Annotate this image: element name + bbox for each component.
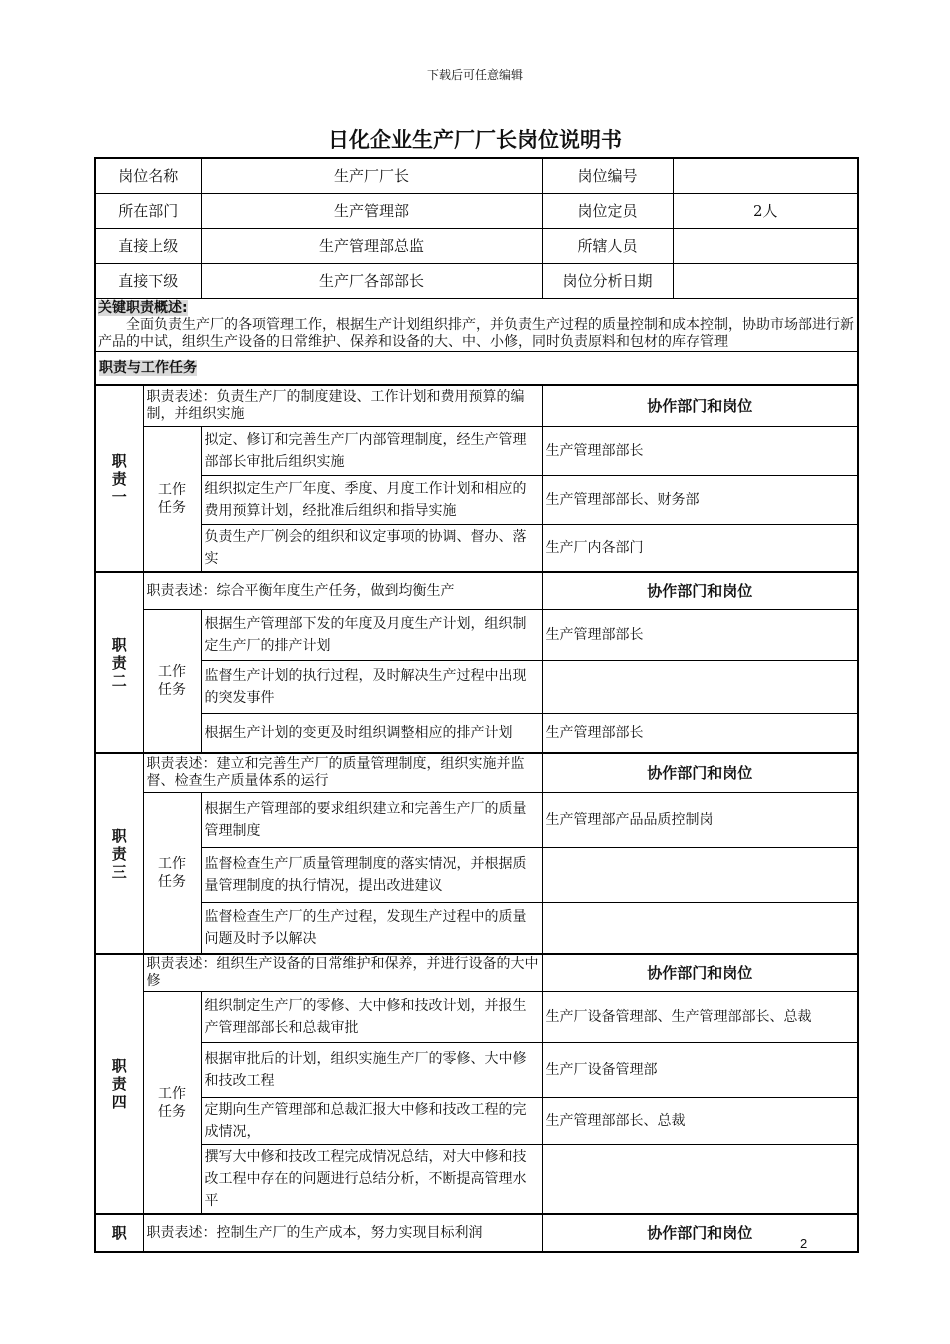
task-label [143,992,201,1215]
task-row [95,714,858,754]
task-coop: 生产管理部部长 [542,427,858,476]
task-label-text: 工作任务 [158,1085,186,1120]
duty-description: 职责表述：负责生产厂的制度建设、工作计划和费用预算的编制，并组织实施 [143,385,542,427]
task-row [95,1145,858,1215]
duty-desc-row [95,385,858,427]
coop-header: 协作部门和岗位 [542,753,858,793]
task-coop: 生产管理部部长、总裁 [542,1098,858,1145]
task-coop [542,1145,858,1215]
task-label-text: 工作任务 [158,482,186,516]
task-row [95,1098,858,1145]
task-label [143,427,201,573]
task-coop [542,903,858,955]
task-coop: 生产厂设备管理部 [542,1043,858,1098]
task-coop: 生产管理部产品品质控制岗 [542,793,858,848]
duty-label-text: 职责二 [111,635,127,690]
coop-header: 协作部门和岗位 [542,1214,858,1252]
overview-row [95,299,858,352]
info-value: 生产管理部总监 [201,229,542,264]
duty-label [95,385,143,572]
task-text: 组织拟定生产厂年度、季度、月度工作计划和相应的费用预算计划，经批准后组织和指导实施 [201,476,542,525]
duty-desc-row [95,753,858,793]
duty-label-text: 职责四 [111,1057,127,1111]
task-coop: 生产管理部部长 [542,714,858,754]
duty-description: 职责表述：综合平衡年度生产任务，做到均衡生产 [143,572,542,610]
task-text: 负责生产厂例会的组织和议定事项的协调、督办、落实 [201,525,542,573]
task-label-text: 工作任务 [158,664,186,698]
task-label-text: 工作任务 [158,856,186,890]
task-text: 监督生产计划的执行过程，及时解决生产过程中出现的突发事件 [201,661,542,714]
info-row [95,229,858,264]
task-row [95,525,858,573]
task-row [95,661,858,714]
task-text: 监督检查生产厂的生产过程，发现生产过程中的质量问题及时予以解决 [201,903,542,955]
task-label [143,610,201,754]
info-label: 所辖人员 [542,229,673,264]
info-value: 生产管理部 [201,194,542,229]
duty-description: 职责表述：组织生产设备的日常维护和保养，并进行设备的大中修 [143,954,542,992]
task-label [143,793,201,955]
info-label: 岗位分析日期 [542,264,673,299]
duty-label [95,954,143,1214]
duty-label [95,753,143,954]
duty-label-text: 职责一 [111,451,127,506]
task-row [95,903,858,955]
duty-description: 职责表述：建立和完善生产厂的质量管理制度，组织实施并监督、检查生产质量体系的运行 [143,753,542,793]
task-text: 根据生产管理部下发的年度及月度生产计划，组织制定生产厂的排产计划 [201,610,542,661]
info-row [95,158,858,194]
info-value: 生产厂各部部长 [201,264,542,299]
duty-desc-row [95,954,858,992]
duties-heading-row [95,352,858,386]
task-text: 监督检查生产厂质量管理制度的落实情况，并根据质量管理制度的执行情况，提出改进建议 [201,848,542,903]
task-row [95,992,858,1043]
info-label: 岗位定员 [542,194,673,229]
info-value [673,264,858,299]
info-label: 所在部门 [95,194,201,229]
coop-header: 协作部门和岗位 [542,954,858,992]
duty-label [95,1214,143,1252]
task-coop [542,661,858,714]
task-coop [542,848,858,903]
coop-header: 协作部门和岗位 [542,572,858,610]
task-text: 根据审批后的计划，组织实施生产厂的零修、大中修和技改工程 [201,1043,542,1098]
overview-text: 全面负责生产厂的各项管理工作，根据生产计划组织排产，并负责生产过程的质量控制和成本控制，协助市场部进行新产品的中试，组织生产设备的日常维护、保养和设备的大、中、小修，同时负责原料和包材的库存管理 [98,317,854,350]
page-number: 2 [800,1236,808,1251]
task-row [95,848,858,903]
info-value [673,229,858,264]
task-row [95,1043,858,1098]
task-row [95,476,858,525]
task-text: 定期向生产管理部和总裁汇报大中修和技改工程的完成情况， [201,1098,542,1145]
coop-header: 协作部门和岗位 [542,385,858,427]
duty-label-text: 职责三 [111,826,127,881]
duty-description: 职责表述：控制生产厂的生产成本，努力实现目标利润 [143,1214,542,1252]
duty-desc-row [95,572,858,610]
task-row [95,427,858,476]
task-coop: 生产厂内各部门 [542,525,858,573]
job-description-table [94,157,859,1253]
duty-label [95,572,143,753]
info-row [95,264,858,299]
task-row [95,793,858,848]
task-text: 拟定、修订和完善生产厂内部管理制度，经生产管理部部长审批后组织实施 [201,427,542,476]
task-coop: 生产管理部部长 [542,610,858,661]
page-title: 日化企业生产厂厂长岗位说明书 [328,128,622,152]
overview-heading: 关键职责概述: [98,300,188,316]
task-text: 根据生产计划的变更及时组织调整相应的排产计划 [201,714,542,754]
info-label: 直接下级 [95,264,201,299]
task-text: 组织制定生产厂的零修、大中修和技改计划，并报生产管理部部长和总裁审批 [201,992,542,1043]
info-label: 直接上级 [95,229,201,264]
duty-desc-row [95,1214,858,1252]
task-row [95,610,858,661]
task-coop: 生产管理部部长、财务部 [542,476,858,525]
info-value [673,158,858,194]
info-row [95,194,858,229]
task-coop: 生产厂设备管理部、生产管理部部长、总裁 [542,992,858,1043]
info-label: 岗位名称 [95,158,201,194]
info-value: 生产厂厂长 [201,158,542,194]
task-text: 撰写大中修和技改工程完成情况总结，对大中修和技改工程中存在的问题进行总结分析，不断提高管理水平 [201,1145,542,1215]
header-note: 下载后可任意编辑 [426,68,523,82]
info-value: 2人 [673,194,858,229]
task-text: 根据生产管理部的要求组织建立和完善生产厂的质量管理制度 [201,793,542,848]
info-label: 岗位编号 [542,158,673,194]
duty-label-text: 职 [111,1224,127,1242]
duties-heading: 职责与工作任务 [99,360,197,376]
